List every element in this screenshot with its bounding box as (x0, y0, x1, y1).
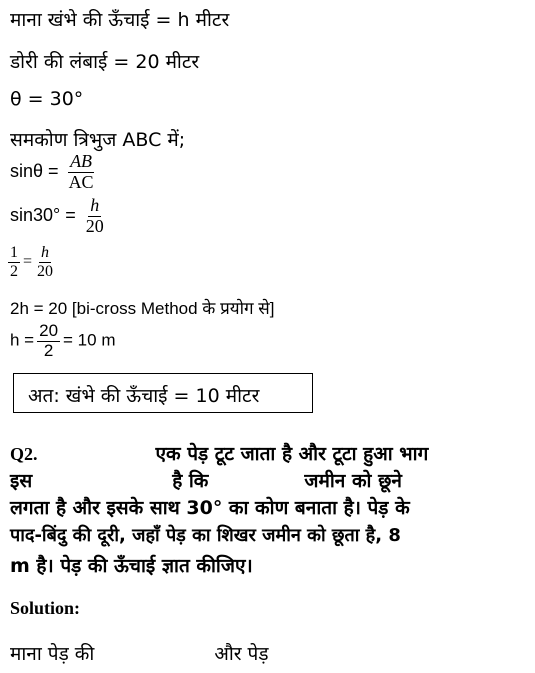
sin-theta-left: sinθ = (10, 161, 59, 182)
sin-theta-equation (10, 152, 99, 193)
sin30-numerator: h (90, 195, 100, 215)
question-2-text-1: एक पेड़ टूट जाता है और टूटा हुआ भाग (155, 443, 429, 465)
question-2-line-3: लगता है और इसके साथ 30° का कोण बनाता है। पेड़ के (10, 497, 410, 519)
sin30-equation (10, 196, 109, 237)
solution-line-4: समकोण त्रिभुज ABC में; (10, 129, 186, 151)
half-numerator: 1 (10, 244, 18, 261)
half-denominator: 2 (10, 262, 18, 280)
solution-2-line-1 (10, 640, 269, 666)
sin30-denominator: 20 (85, 215, 104, 236)
question-2-line-5: m है। पेड़ की ऊँचाई ज्ञात कीजिए। (10, 555, 253, 577)
solution-line-2: डोरी की लंबाई = 20 मीटर (10, 51, 200, 73)
half-fraction (8, 244, 20, 280)
h-result-equation (10, 322, 115, 360)
h-result-fraction (37, 322, 60, 360)
h-result-left: h = (10, 330, 35, 350)
solution-line-1: माना खंभे की ऊँचाई = h मीटर (10, 9, 230, 31)
question-2-text-2b: है कि (172, 470, 209, 492)
solution-line-3: θ = 30° (10, 88, 84, 110)
question-2-line-4: पाद-बिंदु की दूरी, जहाँ पेड़ का शिखर जमीन को छूता है, 8 (10, 525, 401, 546)
solution-2-text-1a: माना पेड़ की (10, 643, 95, 665)
bi-cross-line: 2h = 20 [bi-cross Method के प्रयोग से] (10, 299, 275, 318)
answer-box (13, 373, 313, 413)
solution-2-text-1b: और पेड़ (214, 643, 269, 665)
h-numerator: h (41, 244, 50, 261)
half-equation (8, 244, 58, 280)
question-2-label: Q2. (10, 444, 38, 464)
solution-2-heading: Solution: (10, 598, 81, 618)
sin30-fraction (84, 196, 106, 237)
h-denominator: 20 (37, 262, 54, 280)
h-result-numerator: 20 (39, 321, 59, 340)
question-2-line-2 (10, 467, 402, 493)
sin-theta-fraction (67, 152, 96, 193)
sin-theta-numerator: AB (70, 151, 93, 171)
question-2-text-2a: इस (10, 470, 33, 492)
answer-text: अत: खंभे की ऊँचाई = 10 मीटर (28, 385, 260, 407)
question-2-line-1 (10, 440, 428, 466)
sin30-left: sin30° = (10, 205, 76, 226)
half-equals: = (23, 252, 33, 270)
question-2-text-2c: जमीन को छूने (304, 470, 402, 492)
sin-theta-denominator: AC (68, 171, 94, 192)
h-result-denominator: 2 (43, 340, 54, 360)
h-result-right: = 10 m (63, 330, 116, 350)
h-over-20-fraction (35, 244, 55, 280)
